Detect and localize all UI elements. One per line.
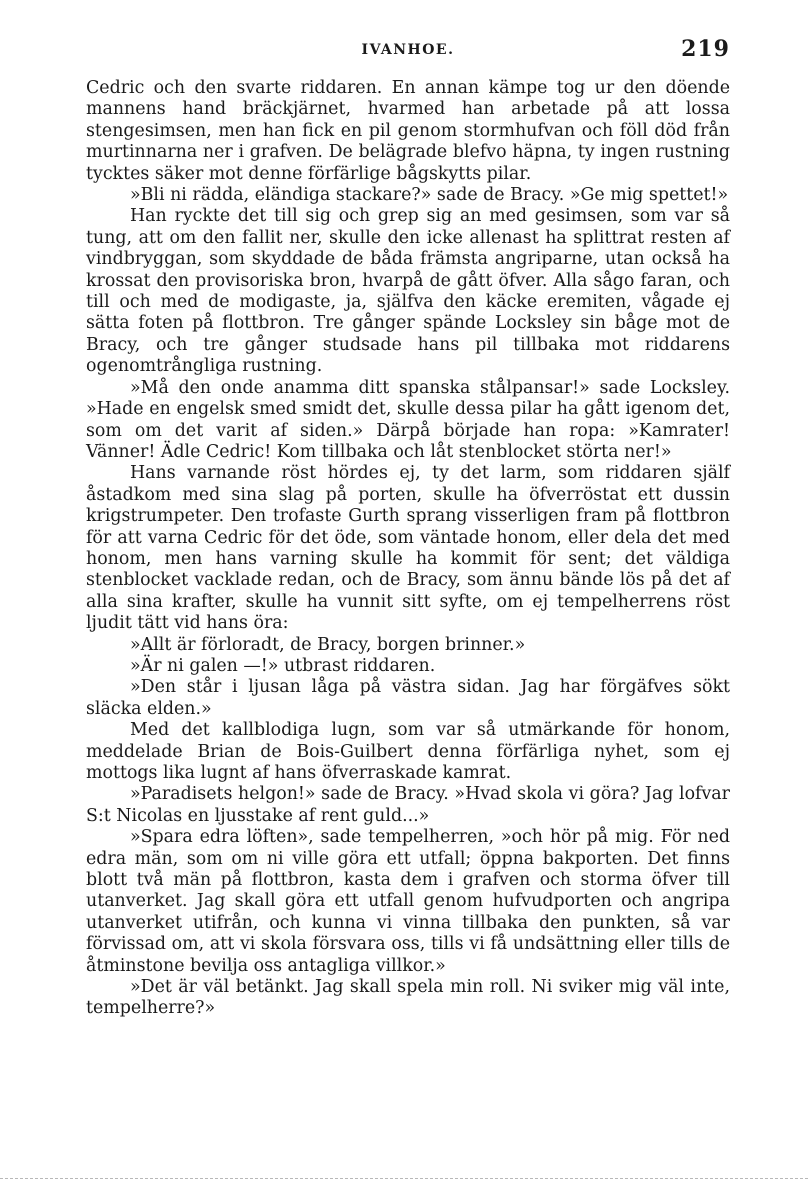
body-text	[86, 78, 730, 1020]
running-title: IVANHOE.	[361, 42, 455, 58]
paragraph: »Den står i ljusan låga på västra sidan. Jag har förgäfves sökt släcka elden.»	[86, 677, 730, 719]
paragraph: »Paradisets helgon!» sade de Bracy. »Hvad skola vi göra? Jag lofvar S:t Nicolas en ljusstake af rent guld...»	[86, 784, 730, 826]
paragraph: »Det är väl betänkt. Jag skall spela min roll. Ni sviker mig väl inte, tempelherre?»	[86, 977, 730, 1019]
paragraph: »Må den onde anamma ditt spanska stålpansar!» sade Locksley. »Hade en engelsk smed smidt det, skulle dessa pilar ha gått igenom det, som om det varit af siden.» Därpå började han ropa: »Kamrater! Vänner! Ädle Cedric! Kom tillbaka och låt stenblocket störta ner!»	[86, 377, 730, 462]
paragraph: Hans varnande röst hördes ej, ty det larm, som riddaren själf åstadkom med sina slag på porten, skulle ha öfverröstat ett dussin krigstrumpeter. Den trofaste Gurth sprang visserligen fram på flottbron för att varna Cedric för det öde, som väntade honom, eller dela det med honom, men hans varning skulle ha kommit för sent; det väldiga stenblocket vacklade redan, och de Bracy, som ännu bände lös på det af alla sina krafter, skulle ha vunnit sitt syfte, om ej tempelherrens röst ljudit tätt vid hans öra:	[86, 463, 730, 634]
running-header	[86, 36, 730, 66]
paragraph: »Spara edra löften», sade tempelherren, »och hör på mig. För ned edra män, som om ni ville göra ett utfall; öppna bakporten. Det finns blott två män på flottbron, kasta dem i grafven och storma öfver till utanverket. Jag skall göra ett utfall genom hufvudporten och angripa utanverket utifrån, och kunna vi vinna tillbaka den punkten, så var förvissad om, att vi skola försvara oss, tills vi få undsättning eller tills de åtminstone bevilja oss antagliga villkor.»	[86, 827, 730, 976]
paragraph: Med det kallblodiga lugn, som var så utmärkande för honom, meddelade Brian de Bois-Guilbert denna förfärliga nyhet, som ej mottogs lika lugnt af hans öfverraskade kamrat.	[86, 720, 730, 783]
page-number: 219	[681, 36, 730, 62]
paragraph: »Är ni galen —!» utbrast riddaren.	[130, 655, 436, 676]
paragraph: »Bli ni rädda, eländiga stackare?» sade de Bracy. »Ge mig spettet!»	[130, 185, 729, 206]
paragraph: »Allt är förloradt, de Bracy, borgen brinner.»	[130, 634, 526, 655]
paragraph-continuation: Cedric och den svarte riddaren. En annan kämpe tog ur den döende mannens hand bräckjärnet, hvarmed han arbetade på att lossa stengesimsen, men han fick en pil genom stormhufvan och föll död från murtinnarna ner i grafven. De belägrade blefvo häpna, ty ingen rustning tycktes säker mot denne förfärlige bågskytts pilar.	[86, 78, 730, 184]
scan-edge-line	[0, 1178, 808, 1179]
paragraph: Han ryckte det till sig och grep sig an med gesimsen, som var så tung, att om den fallit ner, skulle den icke allenast ha splittrat resten af vindbryggan, som skyddade de båda främsta angriparne, utan också ha krossat den provisoriska bron, hvarpå de gått öfver. Alla sågo faran, och till och med de modigaste, ja, själfva den käcke eremiten, vågade ej sätta foten på flottbron. Tre gånger spände Locksley sin båge mot de Bracy, och tre gånger studsade hans pil tillbaka mot riddarens ogenomtrångliga rustning.	[86, 206, 730, 377]
